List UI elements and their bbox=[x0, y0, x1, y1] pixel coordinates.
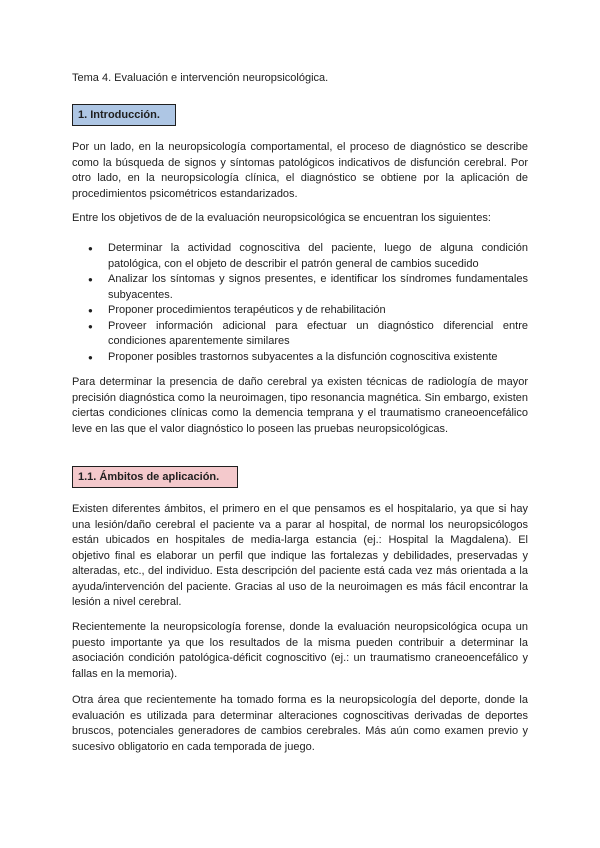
objectives-list bbox=[72, 241, 528, 365]
brain-damage-paragraph: Para determinar la presencia de daño cerebral ya existen técnicas de radiología de mayor precisión diagnóstica como la neuroimagen, tipo resonancia magnética. Sin embargo, existen ciertas condiciones clínicas como la demencia temprana y el traumatismo craneoencefálico leve en las que el valor diagnóstico lo poseen las pruebas neuropsicológicas. bbox=[72, 376, 528, 435]
objectives-intro-paragraph: Entre los objetivos de de la evaluación neuropsicológica se encuentran los siguientes: bbox=[72, 212, 491, 224]
hospital-paragraph: Existen diferentes ámbitos, el primero en el que pensamos es el hospitalario, ya que si hay una lesión/daño cerebral el paciente va a parar al hospital, de normal los neuropsicólogos están ubicados en hospitales de media-larga estancia (ej.: Hospital la Magdalena). El objetivo final es elaborar un perfil que indique las fortalezas y debilidades, preservadas y alteradas, etc., del individuo. Esta descripción del paciente está cada vez más orientada a la ayuda/intervención del paciente. Gracias al uso de la neuroimagen es más fácil encontrar la lesión a nivel cerebral. bbox=[72, 503, 528, 608]
section-heading-introduccion: 1. Introducción. bbox=[72, 104, 176, 126]
forensic-paragraph: Recientemente la neuropsicología forense, donde la evaluación neuropsicológica ocupa un puesto importante ya que los resultados de la misma pueden contribuir a determinar la asociación condición patológica-déficit cognoscitivo (ej.: un traumatismo craneoencefálico y fallas en la memoria). bbox=[72, 621, 528, 680]
list-item: ● Determinar la actividad cognoscitiva del paciente, luego de alguna condición patológica, con el objeto de describir el patrón general de cambios sucedido bbox=[72, 241, 528, 272]
list-item: ● Proveer información adicional para efectuar un diagnóstico diferencial entre condiciones aparentemente similares bbox=[72, 319, 528, 350]
sports-paragraph: Otra área que recientemente ha tomado forma es la neuropsicología del deporte, donde la evaluación es utilizada para determinar alteraciones cognoscitivas derivadas de deportes bruscos, potenciales generadores de cambios cerebrales. Más aún como examen previo y sucesivo obligatorio en cada temporada de juego. bbox=[72, 694, 528, 753]
list-item: ● Proponer procedimientos terapéuticos y de rehabilitación bbox=[72, 303, 528, 319]
list-item: ● Proponer posibles trastornos subyacentes a la disfunción cognoscitiva existente bbox=[72, 350, 528, 366]
document-title: Tema 4. Evaluación e intervención neuropsicológica. bbox=[72, 72, 329, 84]
intro-paragraph: Por un lado, en la neuropsicología comportamental, el proceso de diagnóstico se describe como la búsqueda de signos y síntomas patológicos indicativos de disfunción cerebral. Por otro lado, en la neuropsicología clínica, el diagnóstico se obtiene por la aplicación de procedimientos psicométricos estandarizados. bbox=[72, 141, 528, 200]
list-item: ● Analizar los síntomas y signos presentes, e identificar los síndromes fundamentales subyacentes. bbox=[72, 272, 528, 303]
section-heading-ambitos: 1.1. Ámbitos de aplicación. bbox=[72, 466, 238, 488]
